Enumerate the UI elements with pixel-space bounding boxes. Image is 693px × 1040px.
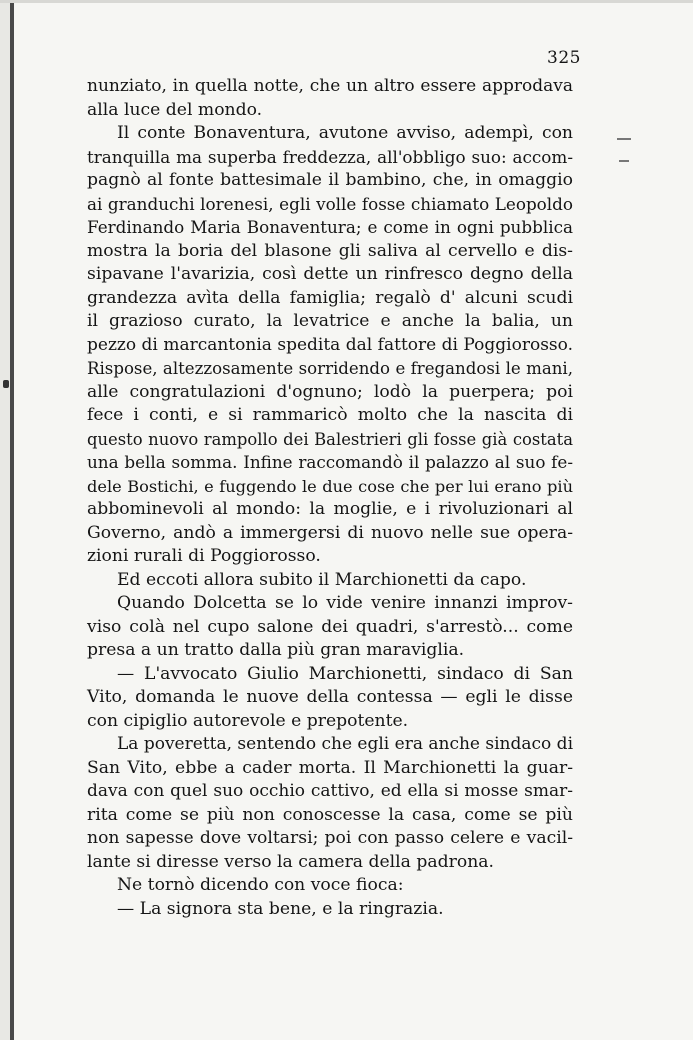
- text-line: presa a un tratto dalla più gran maraviglia.: [87, 640, 465, 660]
- text-line: zioni rurali di Poggiorosso.: [87, 546, 321, 566]
- text-line: Ed eccoti allora subito il Marchionetti da capo.: [117, 569, 527, 590]
- text-line: tranquilla ma superba freddezza, all'obbligo suo: accom-: [87, 146, 573, 167]
- text-line: Quando Dolcetta se lo vide venire innanzi improv-: [117, 593, 573, 613]
- text-line: — L'avvocato Giulio Marchionetti, sindaco di San: [117, 663, 573, 684]
- margin-mark: [619, 160, 629, 162]
- body-text: [87, 75, 573, 921]
- page-number: 325: [547, 48, 581, 68]
- text-line: una bella somma. Infine raccomandò il palazzo al suo fe-: [87, 452, 573, 472]
- text-line: grandezza avìta della famiglia; regalò d' alcuni scudi: [87, 287, 573, 308]
- text-line: abbominevoli al mondo: la moglie, e i rivoluzionari al: [87, 499, 573, 519]
- text-line: alla luce del mondo.: [87, 99, 263, 120]
- text-line: Rispose, altezzosamente sorridendo e fregandosi le mani,: [87, 359, 573, 378]
- text-line: dele Bostichi, e fuggendo le due cose che per lui erano più: [87, 476, 573, 496]
- text-line: mostra la boria del blasone gli saliva al cervello e dis-: [87, 240, 573, 261]
- text-line: alle congratulazioni d'ognuno; lodò la puerpera; poi: [87, 381, 573, 402]
- top-edge: [0, 0, 693, 3]
- text-line: pagnò al fonte battesimale il bambino, che, in omaggio: [87, 170, 573, 190]
- margin-mark: [617, 138, 631, 140]
- text-line: dava con quel suo occhio cattivo, ed ella si mosse smar-: [87, 781, 573, 801]
- text-line: lante si diresse verso la camera della padrona.: [87, 851, 494, 872]
- binding-mark: [3, 380, 9, 388]
- text-line: Ne tornò dicendo con voce fioca:: [117, 875, 404, 895]
- text-line: fece i conti, e si rammaricò molto che la nascita di: [87, 405, 573, 425]
- text-line: rita come se più non conoscesse la casa, come se più: [87, 804, 573, 825]
- text-line: con cipiglio autorevole e prepotente.: [87, 710, 409, 731]
- text-line: nunziato, in quella notte, che un altro essere approdava: [87, 76, 573, 96]
- text-line: il grazioso curato, la levatrice e anche la balia, un: [87, 311, 573, 331]
- text-line: San Vito, ebbe a cader morta. Il Marchionetti la guar-: [87, 757, 573, 778]
- text-line: non sapesse dove voltarsi; poi con passo celere e vacil-: [87, 828, 573, 848]
- text-line: sipavane l'avarizia, così dette un rinfresco degno della: [87, 264, 573, 284]
- text-line: viso colà nel cupo salone dei quadri, s'arrestò... come: [87, 616, 573, 637]
- text-line: Ferdinando Maria Bonaventura; e come in ogni pubblica: [87, 217, 573, 237]
- page-left-margin: [0, 0, 10, 1040]
- text-line: — La signora sta bene, e la ringrazia.: [117, 898, 444, 919]
- text-line: ai granduchi lorenesi, egli volle fosse chiamato Leopoldo: [87, 193, 573, 214]
- text-line: pezzo di marcantonia spedita dal fattore di Poggiorosso.: [87, 334, 573, 355]
- text-line: Il conte Bonaventura, avutone avviso, adempì, con: [117, 123, 573, 143]
- text-line: Governo, andò a immergersi di nuovo nelle sue opera-: [87, 522, 573, 543]
- text-line: La poveretta, sentendo che egli era anche sindaco di: [117, 734, 574, 754]
- text-line: Vito, domanda le nuove della contessa — egli le disse: [87, 687, 573, 707]
- binding-edge: [10, 0, 14, 1040]
- text-line: questo nuovo rampollo dei Balestrieri gli fosse già costata: [87, 429, 573, 449]
